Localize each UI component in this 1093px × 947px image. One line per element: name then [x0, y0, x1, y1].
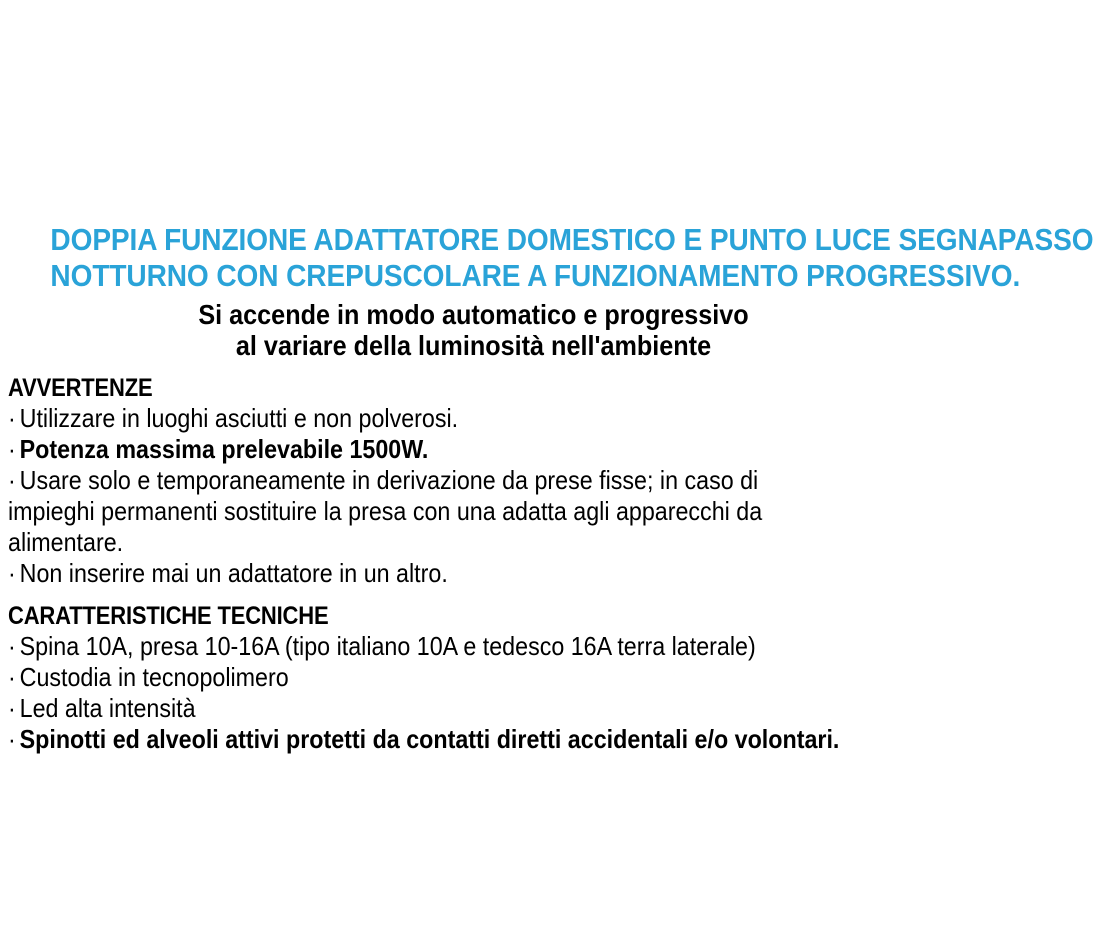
bullet-dot-icon: ·	[8, 465, 16, 495]
content-block	[0, 222, 1093, 755]
bullet-dot-icon: ·	[8, 631, 16, 661]
list-item-text: Led alta intensità	[19, 693, 196, 723]
list-item	[8, 693, 841, 724]
list-item-text: Usare solo e temporaneamente in derivazione da prese fisse; in caso di impieghi permanenti sostituire la presa con una adatta agli apparecchi da alimentare.	[8, 465, 763, 557]
list-item-text: Spina 10A, presa 10-16A (tipo italiano 10A e tedesco 16A terra laterale)	[19, 631, 756, 661]
list-item	[8, 662, 841, 693]
bullet-dot-icon: ·	[8, 724, 16, 754]
section-technical-specs-list	[8, 631, 939, 755]
bullet-dot-icon: ·	[8, 558, 16, 588]
section-warnings-list	[8, 403, 939, 589]
bullet-dot-icon: ·	[8, 693, 16, 723]
list-item-text: Spinotti ed alveoli attivi protetti da contatti diretti accidentali e/o volontari.	[19, 724, 840, 754]
bullet-dot-icon: ·	[8, 434, 16, 464]
list-item	[8, 465, 841, 558]
list-item	[8, 724, 841, 755]
bullet-dot-icon: ·	[8, 662, 16, 692]
section-technical-specs-title: CARATTERISTICHE TECNICHE	[8, 602, 329, 630]
list-item-text: Custodia in tecnopolimero	[19, 662, 289, 692]
bullet-dot-icon: ·	[8, 403, 16, 433]
page-title-line-1: DOPPIA FUNZIONE ADATTATORE DOMESTICO E PUNTO LUCE SEGNAPASSO	[50, 222, 1093, 257]
list-item	[8, 631, 841, 662]
list-item	[8, 403, 841, 434]
list-item	[8, 434, 841, 465]
list-item-text: Utilizzare in luoghi asciutti e non polverosi.	[19, 403, 459, 433]
list-item-text: Potenza massima prelevabile 1500W.	[19, 434, 429, 464]
section-warnings-title: AVVERTENZE	[8, 374, 153, 402]
list-item	[8, 558, 841, 589]
section-technical-specs	[0, 602, 947, 755]
page-subtitle-line-2: al variare della luminosità nell'ambiente	[235, 330, 712, 361]
page-subtitle	[47, 299, 899, 361]
spacer-above-warnings	[0, 361, 947, 374]
page-title-line-2: NOTTURNO CON CREPUSCOLARE A FUNZIONAMENTO PROGRESSIVO.	[50, 258, 1021, 293]
list-item-text: Non inserire mai un adattatore in un altro.	[19, 558, 448, 588]
section-warnings	[0, 374, 947, 589]
page-title	[45, 222, 1093, 294]
page-subtitle-line-1: Si accende in modo automatico e progressivo	[198, 299, 749, 330]
spacer-above-specs	[0, 589, 947, 602]
